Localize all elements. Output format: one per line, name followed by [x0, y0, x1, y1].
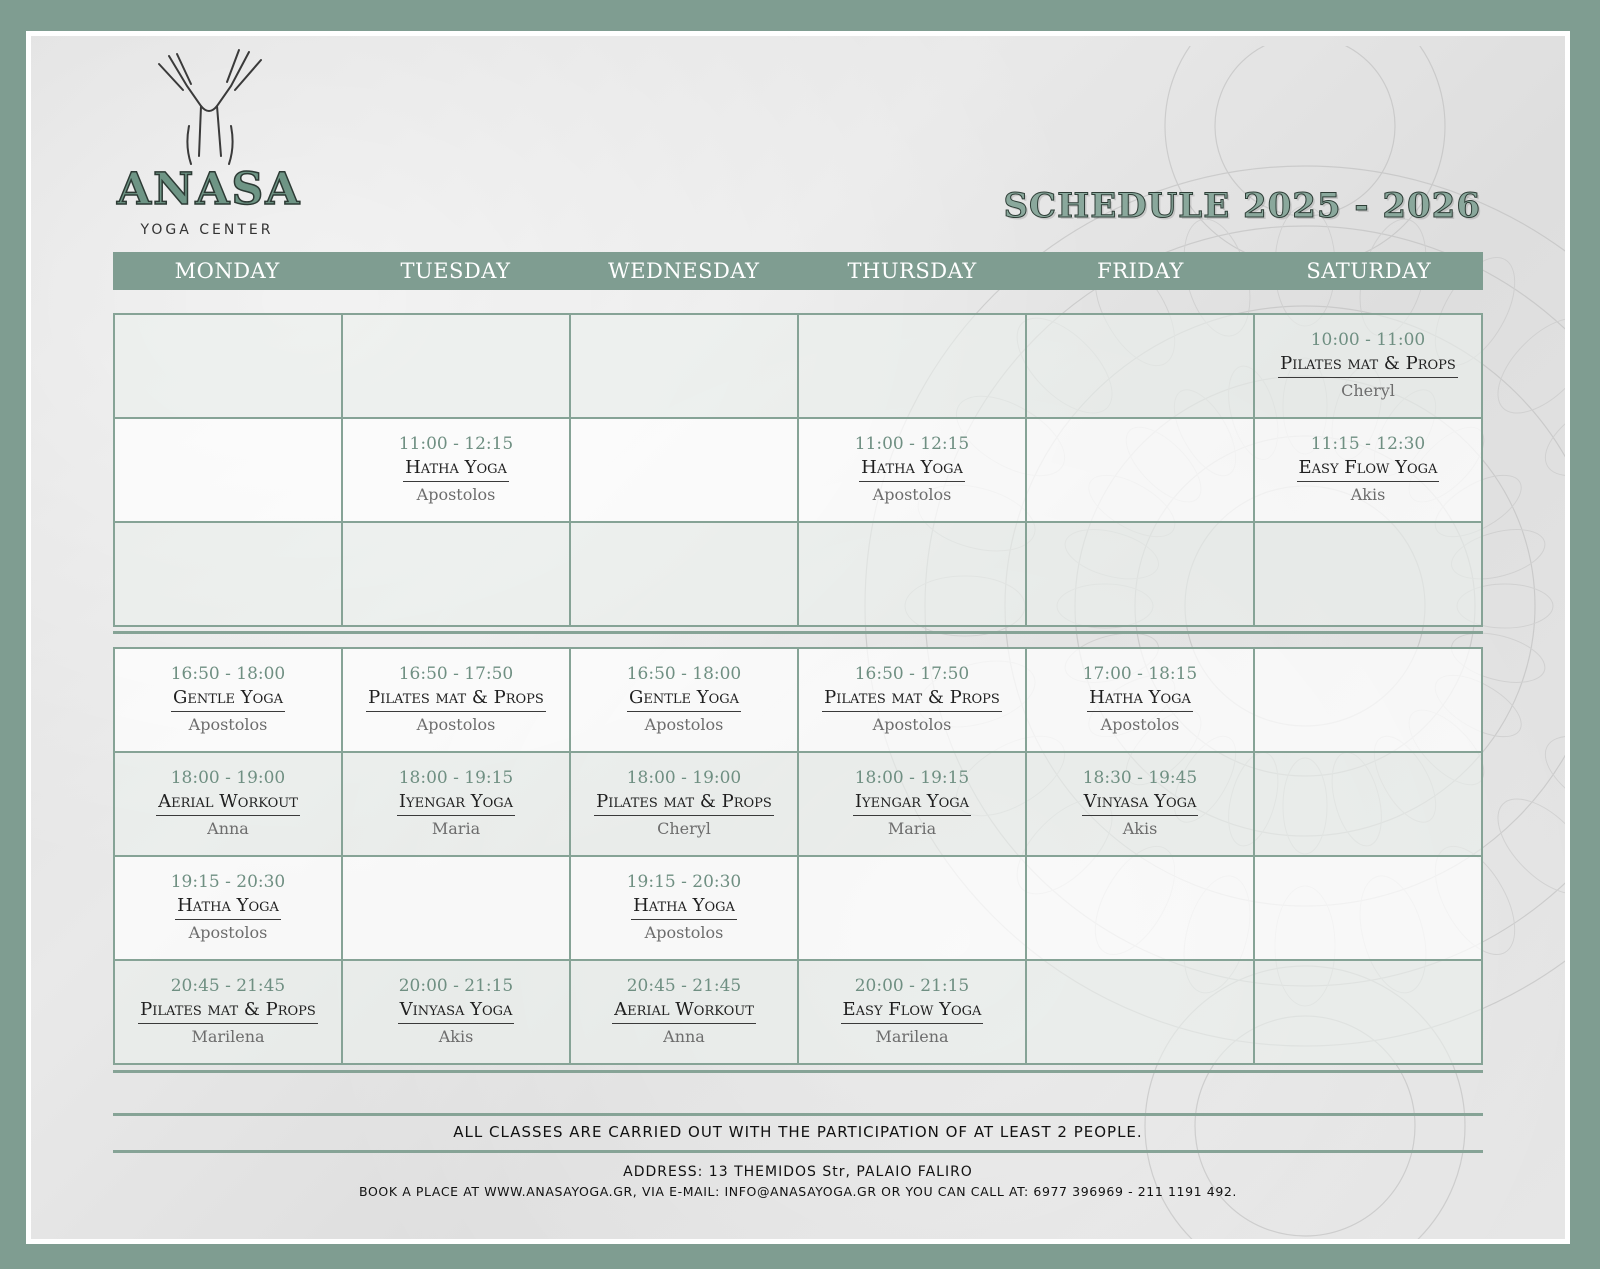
empty-slot — [343, 315, 571, 419]
grid-bottom-divider — [113, 1070, 1483, 1073]
yoga-figure-icon — [139, 46, 279, 166]
day-wednesday: WEDNESDAY — [608, 259, 760, 283]
class-teacher: Apostolos — [416, 714, 496, 734]
class-time: 18:00 - 19:15 — [854, 767, 970, 788]
empty-slot — [343, 857, 571, 961]
class-teacher: Apostolos — [1100, 714, 1180, 734]
empty-slot — [1255, 961, 1483, 1065]
class-name: Hatha Yoga — [175, 893, 281, 920]
empty-slot — [115, 523, 343, 627]
anasa-logo — [117, 46, 302, 246]
class-time: 11:00 - 12:15 — [854, 433, 970, 454]
empty-slot — [799, 315, 1027, 419]
empty-slot — [1255, 523, 1483, 627]
class-slot — [571, 649, 799, 753]
empty-slot — [799, 523, 1027, 627]
empty-slot — [343, 523, 571, 627]
empty-slot — [1027, 857, 1255, 961]
class-slot — [1255, 315, 1483, 419]
empty-slot — [1255, 753, 1483, 857]
class-time: 18:00 - 19:00 — [170, 767, 286, 788]
empty-slot — [115, 315, 343, 419]
class-name: Hatha Yoga — [1087, 685, 1193, 712]
class-time: 16:50 - 17:50 — [854, 663, 970, 684]
class-name: Easy Flow Yoga — [1297, 455, 1440, 482]
schedule-title: SCHEDULE 2025 - 2026 — [1003, 186, 1481, 226]
day-saturday: SATURDAY — [1306, 259, 1432, 283]
class-time: 20:00 - 21:15 — [854, 975, 970, 996]
days-header — [113, 252, 1483, 290]
class-teacher: Apostolos — [644, 714, 724, 734]
empty-slot — [1027, 315, 1255, 419]
class-time: 10:00 - 11:00 — [1310, 329, 1426, 350]
class-teacher: Marilena — [875, 1026, 949, 1046]
footer-top-line — [113, 1113, 1483, 1116]
class-slot — [115, 961, 343, 1065]
class-slot — [799, 961, 1027, 1065]
class-time: 16:50 - 17:50 — [398, 663, 514, 684]
class-teacher: Apostolos — [872, 714, 952, 734]
class-name: Hatha Yoga — [631, 893, 737, 920]
class-teacher: Akis — [1122, 818, 1158, 838]
class-name: Pilates mat & Props — [594, 789, 774, 816]
brand-name: ANASA — [117, 164, 302, 215]
class-teacher: Anna — [663, 1026, 705, 1046]
empty-slot — [1027, 961, 1255, 1065]
class-slot — [343, 419, 571, 523]
empty-slot — [571, 523, 799, 627]
class-teacher: Anna — [207, 818, 249, 838]
booking-text: BOOK A PLACE AT WWW.ANASAYOGA.GR, VIA E-MAIL: INFO@ANASAYOGA.GR OR YOU CAN CALL AT: 6977 396969 - 211 1191 492. — [358, 1184, 1238, 1199]
class-slot — [115, 753, 343, 857]
empty-slot — [1255, 649, 1483, 753]
class-time: 20:45 - 21:45 — [170, 975, 286, 996]
class-name: Pilates mat & Props — [822, 685, 1002, 712]
class-slot — [571, 753, 799, 857]
address-text: ADDRESS: 13 THEMIDOS Str, PALAIO FALIRO — [623, 1164, 973, 1180]
class-time: 18:00 - 19:00 — [626, 767, 742, 788]
class-time: 18:00 - 19:15 — [398, 767, 514, 788]
class-slot — [343, 649, 571, 753]
brand-subtitle: YOGA CENTER — [140, 222, 274, 238]
class-name: Hatha Yoga — [403, 455, 509, 482]
class-name: Pilates mat & Props — [366, 685, 546, 712]
class-name: Vinyasa Yoga — [398, 997, 515, 1024]
footer-bottom-line — [113, 1150, 1483, 1153]
class-slot — [1255, 419, 1483, 523]
class-slot — [115, 857, 343, 961]
class-slot — [799, 753, 1027, 857]
class-time: 11:15 - 12:30 — [1310, 433, 1426, 454]
day-monday: MONDAY — [174, 259, 280, 283]
class-time: 16:50 - 18:00 — [170, 663, 286, 684]
class-teacher: Apostolos — [416, 484, 496, 504]
class-time: 19:15 - 20:30 — [626, 871, 742, 892]
class-slot — [571, 961, 799, 1065]
class-teacher: Apostolos — [188, 714, 268, 734]
class-slot — [1027, 753, 1255, 857]
empty-slot — [1027, 523, 1255, 627]
class-name: Pilates mat & Props — [138, 997, 318, 1024]
class-slot — [343, 961, 571, 1065]
morning-schedule-grid — [113, 313, 1483, 627]
empty-slot — [115, 419, 343, 523]
class-time: 16:50 - 18:00 — [626, 663, 742, 684]
class-teacher: Apostolos — [188, 922, 268, 942]
class-name: Gentle Yoga — [627, 685, 741, 712]
class-teacher: Marilena — [191, 1026, 265, 1046]
section-divider — [113, 631, 1483, 634]
class-slot — [115, 649, 343, 753]
empty-slot — [1255, 857, 1483, 961]
empty-slot — [571, 315, 799, 419]
class-name: Pilates mat & Props — [1278, 351, 1458, 378]
class-name: Vinyasa Yoga — [1082, 789, 1199, 816]
class-time: 20:45 - 21:45 — [626, 975, 742, 996]
class-teacher: Cheryl — [657, 818, 711, 838]
participation-note: ALL CLASSES ARE CARRIED OUT WITH THE PARTICIPATION OF AT LEAST 2 PEOPLE. — [453, 1123, 1143, 1141]
class-name: Aerial Workout — [156, 789, 300, 816]
class-teacher: Akis — [1350, 484, 1386, 504]
class-slot — [799, 419, 1027, 523]
class-time: 18:30 - 19:45 — [1082, 767, 1198, 788]
class-slot — [571, 857, 799, 961]
class-teacher: Apostolos — [644, 922, 724, 942]
class-time: 20:00 - 21:15 — [398, 975, 514, 996]
class-time: 11:00 - 12:15 — [398, 433, 514, 454]
class-teacher: Maria — [431, 818, 481, 838]
class-name: Aerial Workout — [612, 997, 756, 1024]
class-slot — [799, 649, 1027, 753]
empty-slot — [799, 857, 1027, 961]
paper-background — [31, 36, 1565, 1239]
schedule-sheet — [26, 31, 1570, 1244]
class-name: Iyengar Yoga — [853, 789, 971, 816]
day-tuesday: TUESDAY — [400, 259, 511, 283]
class-teacher: Maria — [887, 818, 937, 838]
class-name: Hatha Yoga — [859, 455, 965, 482]
evening-schedule-grid — [113, 647, 1483, 1065]
class-slot — [343, 753, 571, 857]
day-friday: FRIDAY — [1097, 259, 1184, 283]
class-time: 19:15 - 20:30 — [170, 871, 286, 892]
empty-slot — [1027, 419, 1255, 523]
class-name: Gentle Yoga — [171, 685, 285, 712]
day-thursday: THURSDAY — [847, 259, 977, 283]
class-slot — [1027, 649, 1255, 753]
class-time: 17:00 - 18:15 — [1082, 663, 1198, 684]
class-name: Easy Flow Yoga — [841, 997, 984, 1024]
class-teacher: Cheryl — [1341, 380, 1395, 400]
empty-slot — [571, 419, 799, 523]
class-teacher: Akis — [438, 1026, 474, 1046]
class-name: Iyengar Yoga — [397, 789, 515, 816]
class-teacher: Apostolos — [872, 484, 952, 504]
